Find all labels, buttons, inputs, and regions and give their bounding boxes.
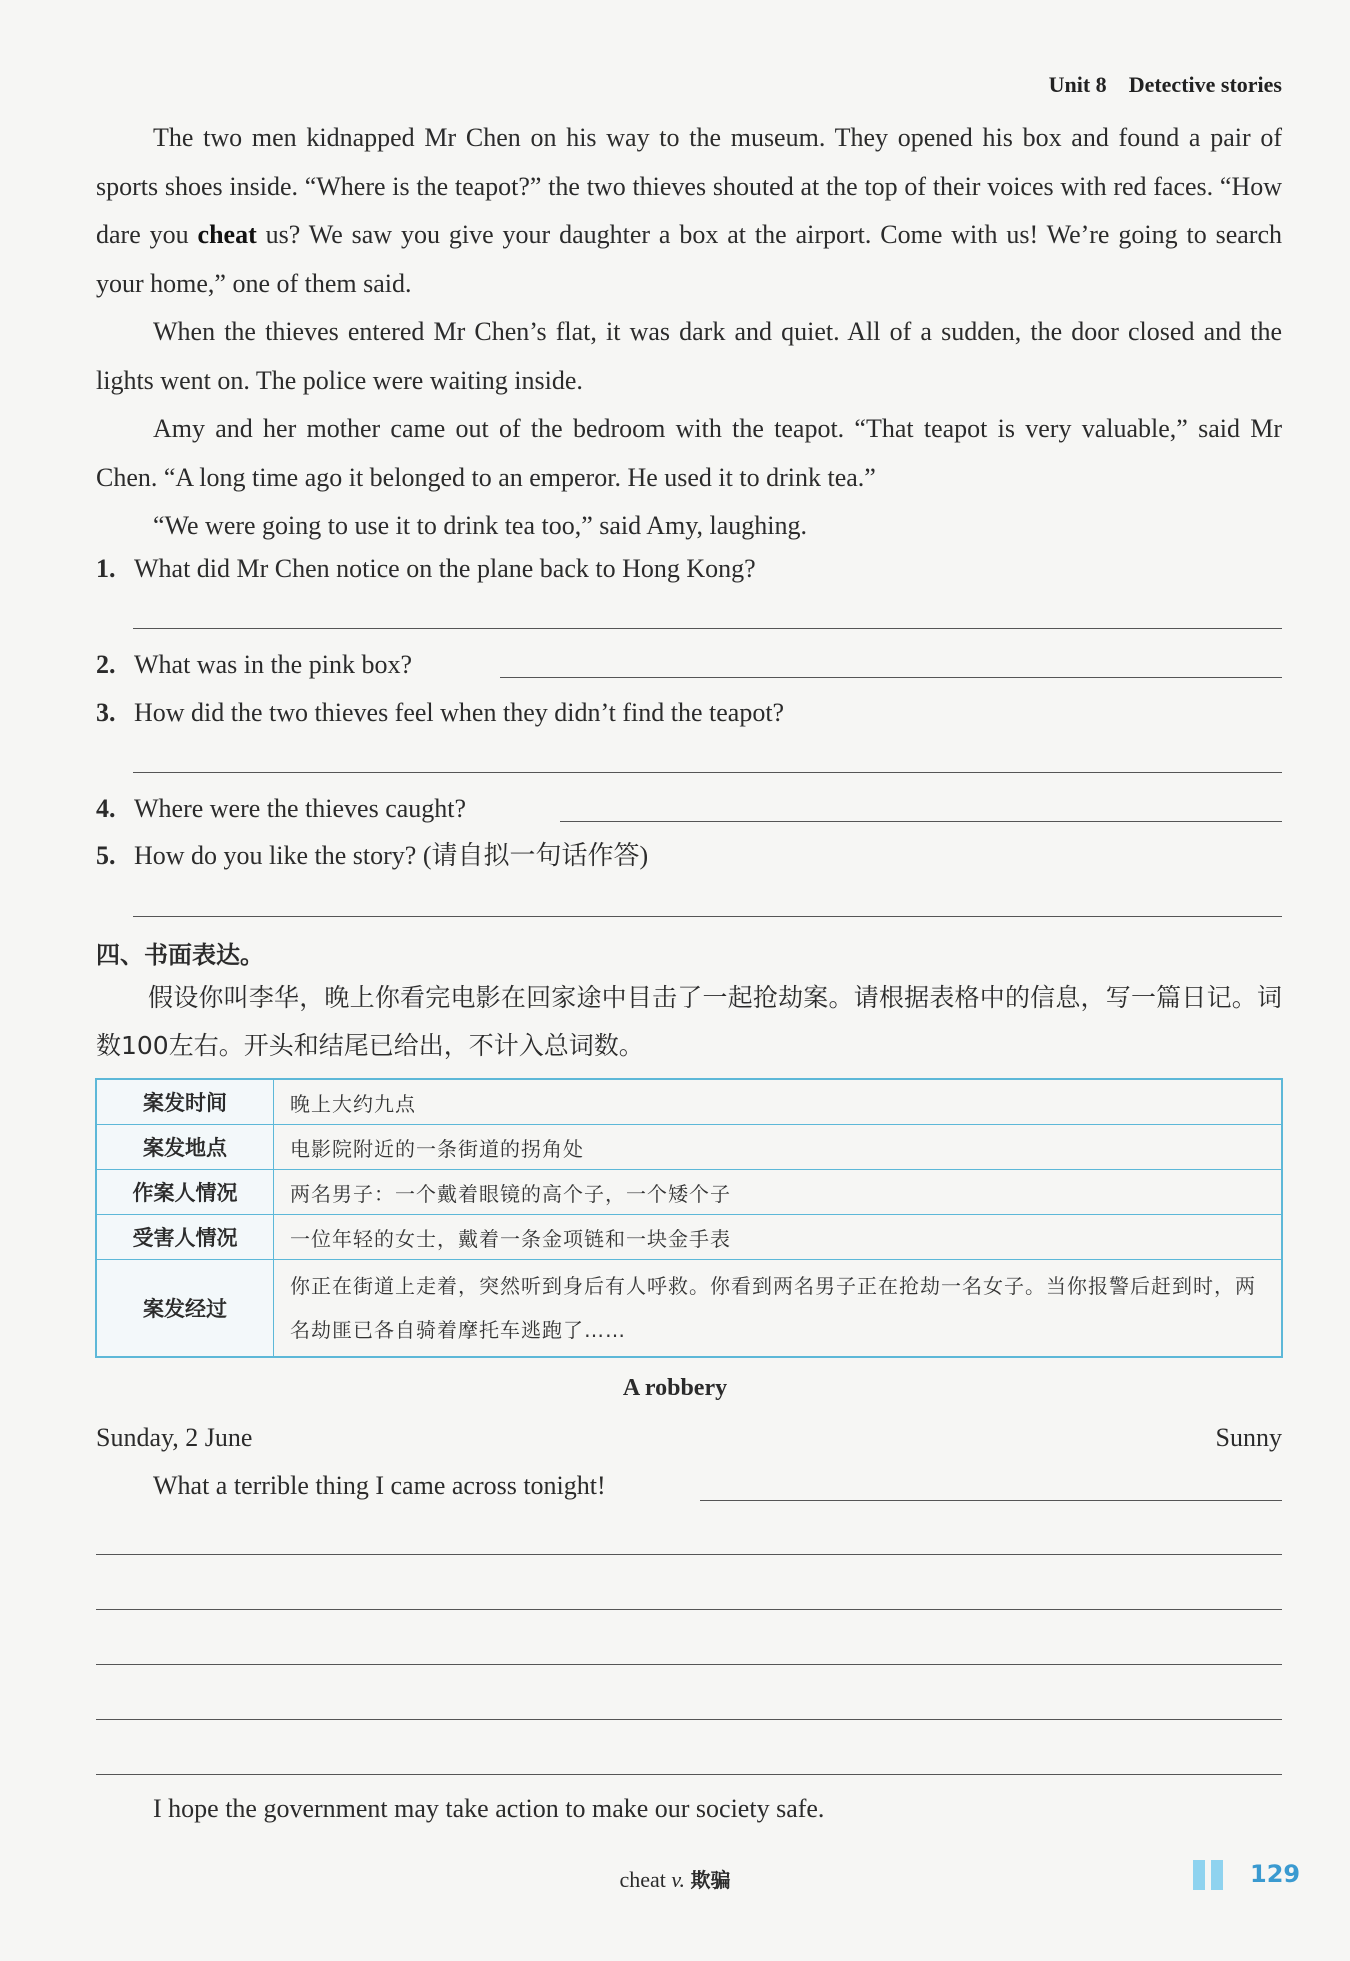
table-value: 电影院附近的一条街道的拐角处: [274, 1125, 1283, 1170]
answer-line-3[interactable]: [133, 772, 1282, 773]
question-number: 1.: [96, 554, 116, 583]
question-text: What did Mr Chen notice on the plane back to Hong Kong?: [134, 554, 756, 583]
table-label: 案发地点: [96, 1125, 274, 1170]
passage-paragraph-2: When the thieves entered Mr Chen’s flat, it was dark and quiet. All of a sudden, the door closed and the lights went on. The police were waiting inside.: [96, 317, 1282, 395]
page-number: 129: [1250, 1860, 1301, 1888]
info-table: [95, 1078, 1283, 1358]
table-value: 你正在街道上走着，突然听到身后有人呼救。你看到两名男子正在抢劫一名女子。当你报警后赶到时，两名劫匪已各自骑着摩托车逃跑了……: [274, 1260, 1283, 1358]
question-3: [96, 698, 784, 728]
passage-paragraph-3: Amy and her mother came out of the bedroom with the teapot. “That teapot is very valuable,” said Mr Chen. “A long time ago it belonged to an emperor. He used it to drink tea.”: [96, 414, 1282, 492]
question-text: How did the two thieves feel when they didn’t find the teapot?: [134, 698, 785, 727]
writing-instruction: 假设你叫李华，晚上你看完电影在回家途中目击了一起抢劫案。请根据表格中的信息，写一篇日记。词数100左右。开头和结尾已给出，不计入总词数。: [96, 983, 1282, 1060]
page-header: [1049, 72, 1282, 98]
answer-line-2[interactable]: [500, 677, 1282, 678]
table-row: [96, 1260, 1282, 1358]
writing-line[interactable]: [700, 1500, 1282, 1501]
table-value: 两名男子：一个戴着眼镜的高个子，一个矮个子: [274, 1170, 1283, 1215]
reading-passage: [96, 114, 1282, 551]
unit-label: Unit 8: [1048, 72, 1107, 97]
question-text: How do you like the story? (请自拟一句话作答): [134, 841, 649, 870]
passage-paragraph-1: [96, 114, 1282, 308]
writing-line[interactable]: [96, 1664, 1282, 1665]
question-number: 4.: [96, 794, 116, 823]
essay-closing: I hope the government may take action to make our society safe.: [153, 1794, 825, 1823]
question-number: 3.: [96, 698, 116, 727]
table-row: [96, 1170, 1282, 1215]
table-label: 作案人情况: [96, 1170, 274, 1215]
answer-line-1[interactable]: [133, 628, 1282, 629]
vocab-footnote: [0, 1864, 1350, 1893]
question-5: [96, 841, 648, 871]
question-number: 5.: [96, 841, 116, 870]
question-1: [96, 554, 756, 584]
essay-title: A robbery: [622, 1375, 728, 1401]
writing-line[interactable]: [96, 1609, 1282, 1610]
question-2: [96, 650, 412, 680]
answer-line-4[interactable]: [560, 821, 1282, 822]
table-row: [96, 1079, 1282, 1125]
table-label: 案发时间: [96, 1079, 274, 1125]
essay-opening: What a terrible thing I came across tonight!: [153, 1471, 606, 1500]
writing-line[interactable]: [96, 1774, 1282, 1775]
passage-paragraph-4: “We were going to use it to drink tea too,” said Amy, laughing.: [153, 511, 808, 540]
table-row: [96, 1125, 1282, 1170]
table-value: 一位年轻的女士，戴着一条金项链和一块金手表: [274, 1215, 1283, 1260]
writing-line[interactable]: [96, 1719, 1282, 1720]
question-number: 2.: [96, 650, 116, 679]
table-row: [96, 1215, 1282, 1260]
footnote-meaning: 欺骗: [690, 1868, 731, 1892]
footnote-pos: v.: [671, 1867, 686, 1892]
page-decoration: [1193, 1860, 1229, 1895]
passage-text: The two men kidnapped Mr Chen on his way to the museum. They opened his box and found a pair of sports shoes inside. “Where is the teapot?” the two thieves shouted at the top of their voices with red faces. “How dare you: [96, 123, 1282, 249]
passage-text: us? We saw you give your daughter a box at the airport. Come with us! We’re going to search your home,” one of them said.: [96, 220, 1282, 298]
vocab-highlight: cheat: [197, 220, 257, 249]
diary-date: Sunday, 2 June: [96, 1423, 253, 1452]
answer-line-5[interactable]: [133, 916, 1282, 917]
diary-weather: Sunny: [1215, 1423, 1282, 1452]
table-label: 受害人情况: [96, 1215, 274, 1260]
table-value: 晚上大约九点: [274, 1079, 1283, 1125]
question-4: [96, 794, 466, 824]
unit-title: Detective stories: [1128, 72, 1282, 97]
section-title: 四、书面表达。: [96, 941, 264, 969]
question-text: Where were the thieves caught?: [134, 794, 467, 823]
footnote-word: cheat: [619, 1867, 666, 1892]
question-text: What was in the pink box?: [134, 650, 412, 679]
table-label: 案发经过: [96, 1260, 274, 1358]
writing-line[interactable]: [96, 1554, 1282, 1555]
